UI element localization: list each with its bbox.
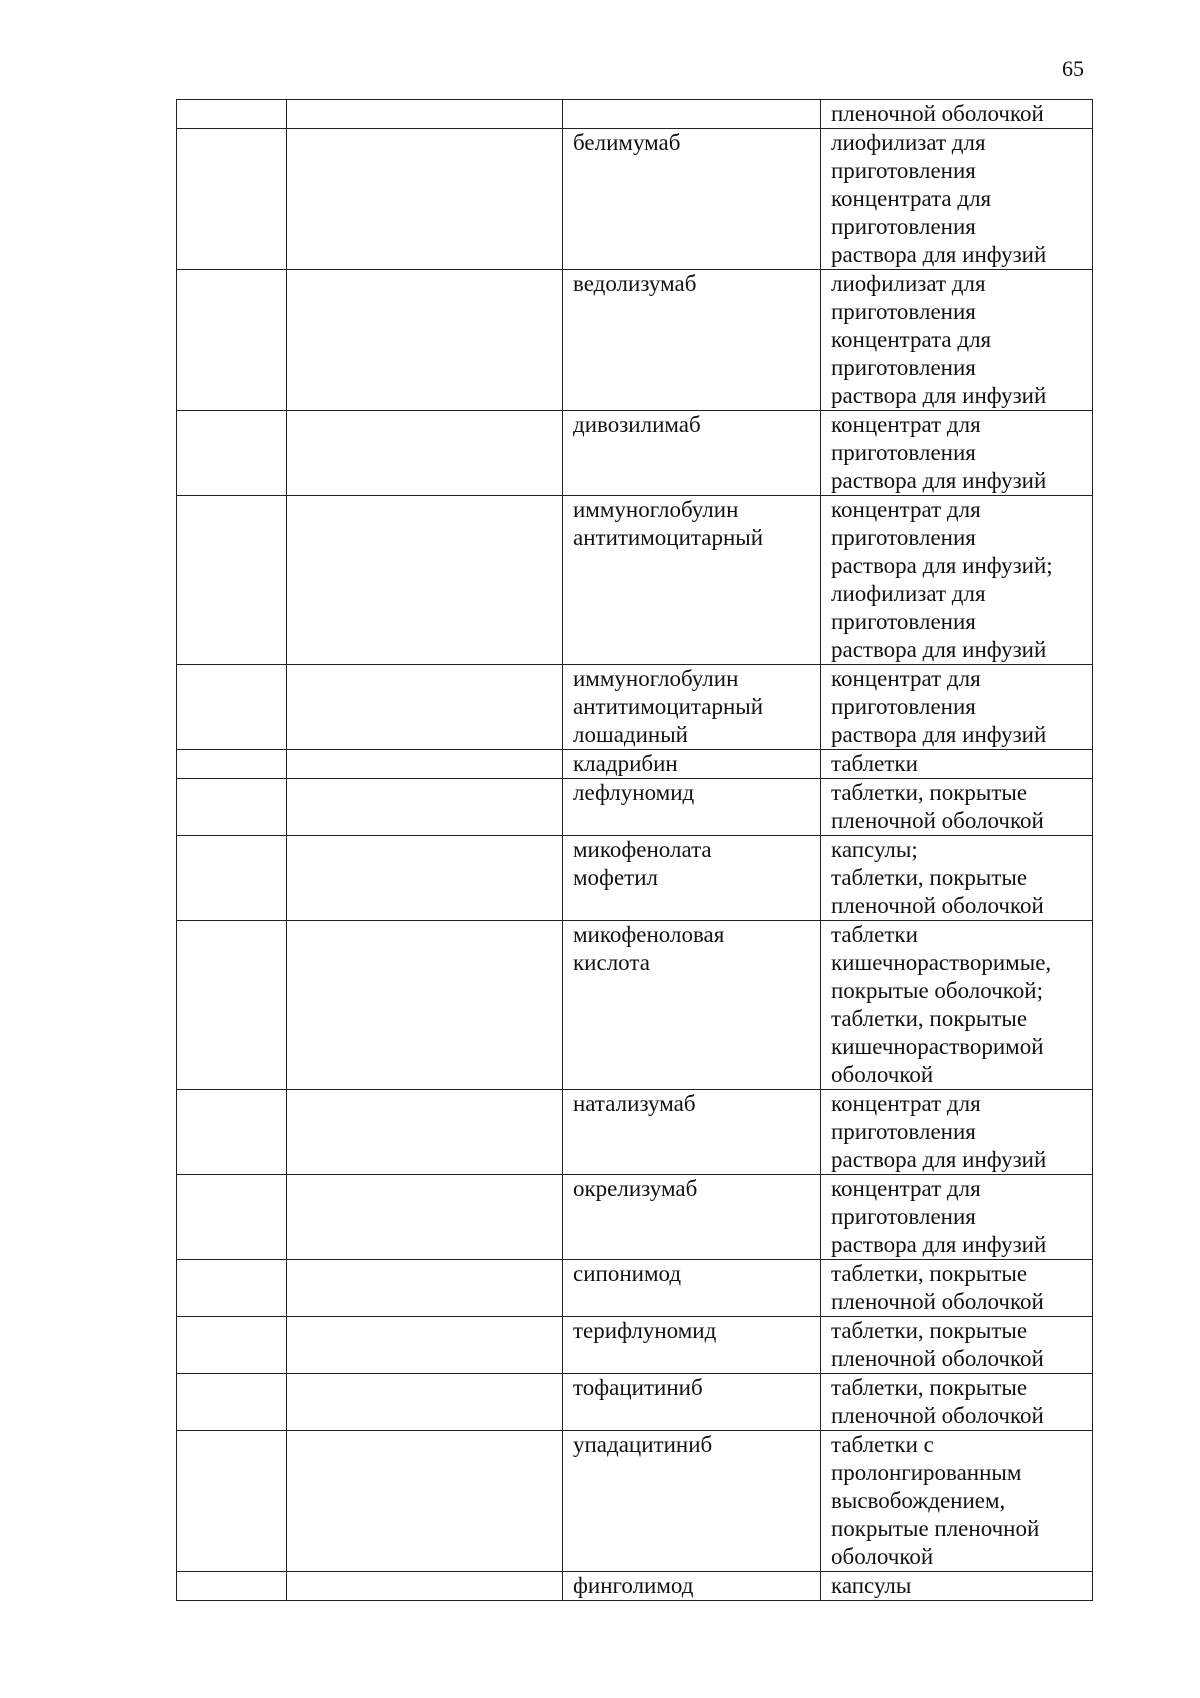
table-row: [177, 1572, 1093, 1601]
drug-name: микофенолата мофетил: [573, 837, 712, 890]
drug-table: [176, 99, 1093, 1601]
atc-group-cell: [287, 411, 563, 496]
dosage-form-cell: [821, 779, 1093, 836]
drug-name-cell: [563, 1431, 821, 1572]
table-row: [177, 270, 1093, 411]
drug-name: ведолизумаб: [573, 271, 697, 296]
dosage-form-cell: [821, 1374, 1093, 1431]
dosage-form-cell: [821, 1175, 1093, 1260]
table-row: [177, 750, 1093, 779]
drug-name-cell: [563, 921, 821, 1090]
dosage-form: лиофилизат для приготовления концентрата для приготовления раствора для инфузий: [831, 271, 1047, 408]
atc-group-cell: [287, 1374, 563, 1431]
drug-name-cell: [563, 836, 821, 921]
drug-name-cell: [563, 750, 821, 779]
dosage-form: таблетки: [831, 751, 918, 776]
dosage-form-cell: [821, 836, 1093, 921]
atc-code-cell: [177, 921, 287, 1090]
drug-name: белимумаб: [573, 130, 681, 155]
table-row: [177, 1260, 1093, 1317]
dosage-form-cell: [821, 411, 1093, 496]
table-row: [177, 836, 1093, 921]
dosage-form-cell: [821, 100, 1093, 129]
dosage-form-cell: [821, 921, 1093, 1090]
atc-code-cell: [177, 665, 287, 750]
atc-code-cell: [177, 1260, 287, 1317]
drug-name: дивозилимаб: [573, 412, 701, 437]
dosage-form-cell: [821, 1260, 1093, 1317]
atc-code-cell: [177, 750, 287, 779]
atc-code-cell: [177, 129, 287, 270]
atc-group-cell: [287, 129, 563, 270]
drug-name-cell: [563, 1260, 821, 1317]
atc-code-cell: [177, 1090, 287, 1175]
drug-name-cell: [563, 1090, 821, 1175]
table-row: [177, 1090, 1093, 1175]
dosage-form-cell: [821, 1431, 1093, 1572]
atc-group-cell: [287, 1175, 563, 1260]
dosage-form: таблетки с пролонгированным высвобождением, покрытые пленочной оболочкой: [831, 1432, 1040, 1569]
drug-name-cell: [563, 270, 821, 411]
atc-group-cell: [287, 1090, 563, 1175]
dosage-form-cell: [821, 1317, 1093, 1374]
dosage-form-cell: [821, 270, 1093, 411]
table-row: [177, 496, 1093, 665]
table-row: [177, 1374, 1093, 1431]
dosage-form: таблетки кишечнорастворимые, покрытые оболочкой; таблетки, покрытые кишечнорастворимой оболочкой: [831, 922, 1052, 1087]
drug-name: лефлуномид: [573, 780, 695, 805]
drug-name-cell: [563, 779, 821, 836]
drug-name: тофацитиниб: [573, 1375, 703, 1400]
dosage-form: концентрат для приготовления раствора для инфузий: [831, 412, 1047, 493]
drug-name: иммуноглобулин антитимоцитарный лошадиный: [573, 666, 764, 747]
atc-group-cell: [287, 836, 563, 921]
dosage-form-cell: [821, 1090, 1093, 1175]
dosage-form-cell: [821, 665, 1093, 750]
atc-group-cell: [287, 100, 563, 129]
atc-code-cell: [177, 100, 287, 129]
table-row: [177, 129, 1093, 270]
dosage-form: концентрат для приготовления раствора для инфузий; лиофилизат для приготовления раствора для инфузий: [831, 497, 1053, 662]
drug-name-cell: [563, 100, 821, 129]
atc-group-cell: [287, 750, 563, 779]
atc-code-cell: [177, 836, 287, 921]
atc-group-cell: [287, 1260, 563, 1317]
drug-name-cell: [563, 1374, 821, 1431]
atc-code-cell: [177, 496, 287, 665]
atc-group-cell: [287, 1317, 563, 1374]
dosage-form: таблетки, покрытые пленочной оболочкой: [831, 1261, 1044, 1314]
drug-name-cell: [563, 1175, 821, 1260]
drug-name: сипонимод: [573, 1261, 682, 1286]
dosage-form-cell: [821, 750, 1093, 779]
table-row: [177, 1431, 1093, 1572]
table-body: [177, 100, 1093, 1601]
page-number: 65: [1062, 56, 1084, 81]
table-row: [177, 100, 1093, 129]
drug-name: терифлуномид: [573, 1318, 717, 1343]
dosage-form: капсулы: [831, 1573, 912, 1598]
drug-name-cell: [563, 665, 821, 750]
dosage-form: таблетки, покрытые пленочной оболочкой: [831, 1318, 1044, 1371]
drug-name: упадацитиниб: [573, 1432, 713, 1457]
atc-code-cell: [177, 1572, 287, 1601]
dosage-form-cell: [821, 129, 1093, 270]
atc-group-cell: [287, 779, 563, 836]
drug-name-cell: [563, 496, 821, 665]
table-row: [177, 665, 1093, 750]
atc-code-cell: [177, 1431, 287, 1572]
drug-name-cell: [563, 1572, 821, 1601]
atc-code-cell: [177, 779, 287, 836]
atc-code-cell: [177, 270, 287, 411]
drug-name-cell: [563, 411, 821, 496]
atc-code-cell: [177, 1374, 287, 1431]
dosage-form: таблетки, покрытые пленочной оболочкой: [831, 780, 1044, 833]
table-row: [177, 1317, 1093, 1374]
atc-group-cell: [287, 1431, 563, 1572]
drug-name: натализумаб: [573, 1091, 696, 1116]
drug-name: кладрибин: [573, 751, 678, 776]
dosage-form: капсулы; таблетки, покрытые пленочной оболочкой: [831, 837, 1044, 918]
drug-name-cell: [563, 129, 821, 270]
dosage-form: таблетки, покрытые пленочной оболочкой: [831, 1375, 1044, 1428]
dosage-form: концентрат для приготовления раствора для инфузий: [831, 666, 1047, 747]
atc-group-cell: [287, 270, 563, 411]
drug-name: финголимод: [573, 1573, 694, 1598]
dosage-form: концентрат для приготовления раствора для инфузий: [831, 1176, 1047, 1257]
dosage-form: пленочной оболочкой: [831, 101, 1044, 126]
drug-name: иммуноглобулин антитимоцитарный: [573, 497, 764, 550]
atc-group-cell: [287, 921, 563, 1090]
atc-code-cell: [177, 411, 287, 496]
table-row: [177, 1175, 1093, 1260]
atc-code-cell: [177, 1317, 287, 1374]
table-row: [177, 779, 1093, 836]
atc-code-cell: [177, 1175, 287, 1260]
atc-group-cell: [287, 496, 563, 665]
dosage-form-cell: [821, 496, 1093, 665]
drug-name: микофеноловая кислота: [573, 922, 725, 975]
table-row: [177, 411, 1093, 496]
atc-group-cell: [287, 1572, 563, 1601]
drug-name-cell: [563, 1317, 821, 1374]
table-row: [177, 921, 1093, 1090]
dosage-form-cell: [821, 1572, 1093, 1601]
dosage-form: лиофилизат для приготовления концентрата для приготовления раствора для инфузий: [831, 130, 1047, 267]
dosage-form: концентрат для приготовления раствора для инфузий: [831, 1091, 1047, 1172]
drug-name: окрелизумаб: [573, 1176, 698, 1201]
atc-group-cell: [287, 665, 563, 750]
